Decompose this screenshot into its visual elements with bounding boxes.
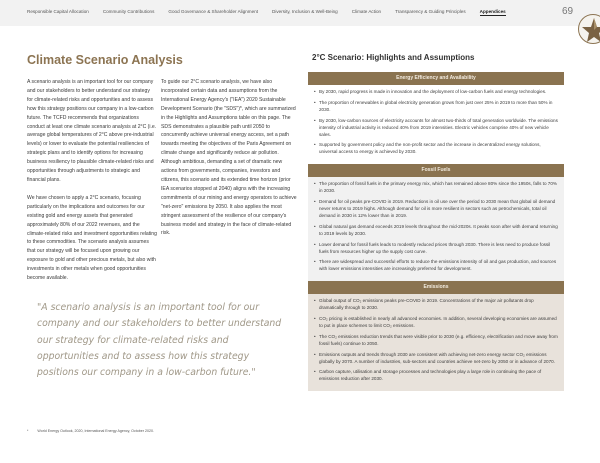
list-item: • There are widespread and successful efforts to reduce the emissions intensity of oil and gas production, and sources with lower emissions intensities are increasingly preferred for development. [314,259,558,273]
paragraph: To guide our 2°C scenario analysis, we have also incorporated certain data and assumptions from the International Energy Agency's ("IEA") 2020 Sustainable Development Scenario (the "SDS")*, which are summarized in the Highlights and Assumptions table on this page. The SDS demonstrates a plausible path until 2050 to concurrently achieve universal energy access, set a path towards meeting the objectives of the Paris Agreement on climate change and significantly reduce air pollution. Although ambitious, demanding a set of dramatic new actions from governments, companies, investors and citizens, this scenario and its extended time horizon (prior IEA scenarios stopped at 2040) aligns with the increasing commitments of our mining and energy operators to achieve "net-zero" emissions by 2050. It also applies the most stringent assessment of the resilience of our company's business model and strategy in the face of climate-related risk. [161,79,297,237]
highlights-table [308,72,564,391]
section-emissions-list [308,294,564,391]
footnote-mark: * [27,429,29,433]
list-item: • The proportion of fossil fuels in the primary energy mix, which has remained above 80% since the 1950s, falls to 70% in 2030. [314,181,558,195]
list-item: • Lower demand for fossil fuels leads to modestly reduced prices through 2030. There is less need to produce fossil fuels from resources higher up the supply cost curve. [314,242,558,256]
nav-appendices[interactable]: Appendices [479,9,506,14]
list-item: • Global output of CO₂ emissions peaks pre-COVID in 2019. Concentrations of the major air pollutants drop dramatically through to 2030. [314,298,558,312]
list-item: • The proportion of renewables in global electricity generation grows from just over 25% in 2019 to more than 50% in 2030. [314,100,558,114]
nav-community-contributions[interactable]: Community Contributions [102,9,155,14]
list-item: • Demand for oil peaks pre-COVID in 2019. Reductions in oil use over the period to 2030 mean that global oil demand never returns to 2019 highs. Although demand for oil is more resilient in sectors such as petrochemicals, total oil demand in 2030 is 12% lower than in 2019. [314,199,558,220]
nav-good-governance[interactable]: Good Governance & Shareholder Alignment [168,9,259,14]
list-item: • Supported by government policy and the non-profit sector and the increase in decentralized energy solutions, universal access to energy is achieved by 2030. [314,142,558,156]
paragraph: A scenario analysis is an important tool for our company and our stakeholders to better understand our strategy for climate-related risks and opportunities and to assess how this strategy positions our company in a low-carbon future. The TCFD recommends that organizations conduct at least one climate scenario analysis at 2°C (i.e. average global temperatures of 2°C above pre-industrial levels) or lower to evaluate the potential resiliencies of strategic plans and to identify options for increasing business resiliency to plausible climate-related risks and opportunities through adjustments to strategic and financial plans. [27,79,157,183]
list-item: • The CO₂ emissions reduction trends that were visible prior to 2030 (e.g. efficiency, electrification and move away from fossil fuels) continue to 2050. [314,334,558,348]
section-fossil-fuels-list [308,177,564,281]
page-number: 69 [562,6,574,17]
nav-diversity-inclusion[interactable]: Diversity, Inclusion & Well-Being [272,9,338,14]
list-item: • Emissions outputs and trends through 2030 are consistent with achieving net-zero energy sector CO₂ emissions globally by 2070. A number of industries, sub-sectors and countries achieve net-zero by 2050 or in advance of 2070. [314,352,558,366]
pull-quote: "A scenario analysis is an important tool for our company and our stakeholders to better understand our strategy for climate-related risks and opportunities and to assess how this strategy positions our company in a low-carbon future." [37,302,282,379]
list-item: • By 2030, low-carbon sources of electricity accounts for almost two-thirds of total generation worldwide. The emissions intensity of industrial activity is reduced 40% from 2019 intensities. Electric vehicles comprise 40% of new vehicle sales. [314,118,558,139]
intro-column-1 [27,78,157,292]
highlights-title: 2°C Scenario: Highlights and Assumptions [312,53,475,62]
page-title: Climate Scenario Analysis [27,53,183,67]
section-heading-emissions: Emissions [308,281,564,294]
nav-transparency[interactable]: Transparency & Guiding Principles [395,9,466,14]
list-item: • By 2030, rapid progress is made in innovation and the deployment of low-carbon fuels and energy technologies. [314,89,558,96]
paragraph: We have chosen to apply a 2°C scenario, focusing particularly on the implications and outcomes for our existing gold and energy assets that generated approximately 80% of our 2022 revenues, and the climate-related risks and investment opportunities relating to these commodities. The scenario analysis assumes that our strategy will be focused upon growing our exposure to gold and other precious metals, but also with investments in other metals when good opportunities become available. [27,194,157,282]
section-energy-list [308,85,564,164]
list-item: • Global natural gas demand exceeds 2019 levels throughout the mid-2020s. It peaks soon after with demand returning to 2019 levels by 2030. [314,224,558,238]
star-logo-icon [578,14,600,44]
section-nav [27,9,520,16]
list-item: • Carbon capture, utilisation and storage processes and technologies play a large role in continuing the pace of emissions reduction after 2030. [314,369,558,383]
section-heading-energy: Energy Efficiency and Availability [308,72,564,85]
section-heading-fossil-fuels: Fossil Fuels [308,164,564,177]
intro-column-2 [161,78,298,247]
footnote [27,429,154,433]
list-item: • CO₂ pricing is established in nearly all advanced economies. In addition, several developing economies are assumed to put in place schemes to limit CO₂ emissions. [314,316,558,330]
nav-responsible-capital-allocation[interactable]: Responsible Capital Allocation [27,9,89,14]
top-navigation-bar [0,0,600,26]
nav-climate-action[interactable]: Climate Action [351,9,382,14]
footnote-text: World Energy Outlook, 2020, International Energy Agency, October 2020. [37,429,154,433]
